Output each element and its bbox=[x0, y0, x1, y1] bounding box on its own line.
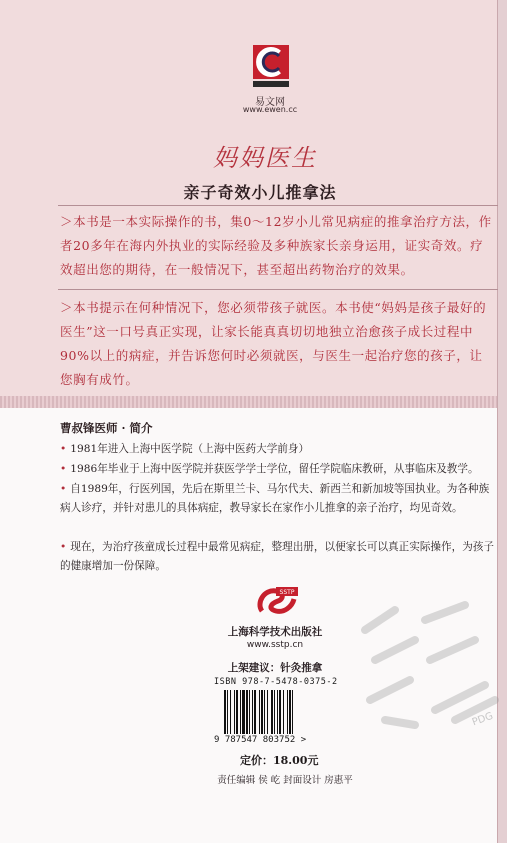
barcode-bar bbox=[267, 690, 268, 734]
bio-item-text: 1986年毕业于上海中医学院并获医学学士学位，留任学院临床教研，从事临床及教学。 bbox=[70, 463, 479, 475]
barcode-bar bbox=[271, 690, 273, 734]
bullet-icon: • bbox=[60, 483, 67, 495]
barcode-bar bbox=[261, 690, 263, 734]
barcode-number: 9 787547 803752 > bbox=[214, 735, 307, 745]
barcode-bar bbox=[289, 690, 291, 734]
bio-item bbox=[60, 480, 496, 518]
barcode-bar bbox=[249, 690, 250, 734]
watermark-text: PDG bbox=[470, 710, 495, 729]
logo-text: SSTP bbox=[279, 589, 295, 596]
barcode-bar bbox=[227, 690, 228, 734]
shelf-suggestion: 上架建议：针灸推拿 bbox=[227, 662, 323, 674]
sstp-logo-icon bbox=[254, 583, 300, 619]
barcode-bar bbox=[259, 690, 260, 734]
decorative-band bbox=[0, 396, 498, 408]
bio-item bbox=[60, 440, 496, 459]
bullet-icon: • bbox=[60, 443, 67, 455]
bullet-icon: • bbox=[60, 463, 67, 475]
publisher-top-url: www.ewen.cc bbox=[242, 105, 298, 114]
bio-item bbox=[60, 538, 496, 576]
bio-item-text: 自1989年，行医列国，先后在斯里兰卡、马尔代夫、新西兰和新加坡等国执业。为各种族病人诊疗，并针对患儿的具体病症，教导家长在家作小儿推拿的亲子治疗，均见奇效。 bbox=[60, 483, 490, 514]
barcode-bar bbox=[264, 690, 265, 734]
series-title: 妈妈医生 bbox=[213, 144, 317, 172]
divider bbox=[58, 205, 498, 206]
barcode-bar bbox=[252, 690, 253, 734]
bio-item bbox=[60, 460, 496, 479]
credits: 责任编辑 侯 屹 封面设计 房惠平 bbox=[217, 775, 353, 786]
publisher-url: www.sstp.cn bbox=[246, 640, 304, 650]
publisher-logo-icon bbox=[253, 45, 289, 91]
barcode-icon bbox=[222, 690, 332, 734]
publisher-top-name: 易文网 bbox=[255, 97, 285, 108]
book-title: 亲子奇效小儿推拿法 bbox=[183, 183, 337, 202]
bio-item-text: 现在，为治疗孩童成长过程中最常见病症，整理出册，以便家长可以真正实际操作，为孩子的健康增加一份保障。 bbox=[60, 541, 494, 572]
barcode-bar bbox=[224, 690, 226, 734]
barcode-bar bbox=[283, 690, 284, 734]
barcode-bar bbox=[240, 690, 241, 734]
publisher-name: 上海科学技术出版社 bbox=[227, 626, 323, 638]
price: 定价：18.00元 bbox=[240, 754, 319, 767]
blurb-1: ＞本书是一本实际操作的书，集0～12岁小儿常见病症的推拿治疗方法，作者20多年在海内外执业的实际经验及多种族家长亲身运用，证实奇效。疗效超出您的期待，在一般情况下，甚至超出药物治疗的效果。 bbox=[60, 214, 492, 277]
bio-item-text: 1981年进入上海中医学院（上海中医药大学前身） bbox=[70, 443, 310, 455]
barcode-bar bbox=[234, 690, 235, 734]
barcode-bar bbox=[246, 690, 248, 734]
barcode-bar bbox=[236, 690, 238, 734]
barcode-bar bbox=[242, 690, 245, 734]
isbn: ISBN 978-7-5478-0375-2 bbox=[214, 677, 338, 687]
bullet-icon: • bbox=[60, 541, 67, 553]
barcode-bar bbox=[230, 690, 231, 734]
divider bbox=[58, 289, 498, 290]
bio-heading: 曹叔锋医师 · 简介 bbox=[60, 421, 153, 435]
blurb-2: ＞本书提示在何种情况下，您必须带孩子就医。本书使“妈妈是孩子最好的医生”这一口号真正实现，让家长能真真切切地独立治愈孩子成长过程中90%以上的病症，并告诉您何时必须就医，与医生一起治疗您的孩子，让您胸有成竹。 bbox=[60, 300, 487, 387]
barcode-bar bbox=[254, 690, 256, 734]
barcode-bar bbox=[277, 690, 278, 734]
barcode-bar bbox=[287, 690, 288, 734]
barcode-bar bbox=[292, 690, 293, 734]
barcode-bar bbox=[279, 690, 281, 734]
barcode-bar bbox=[274, 690, 275, 734]
